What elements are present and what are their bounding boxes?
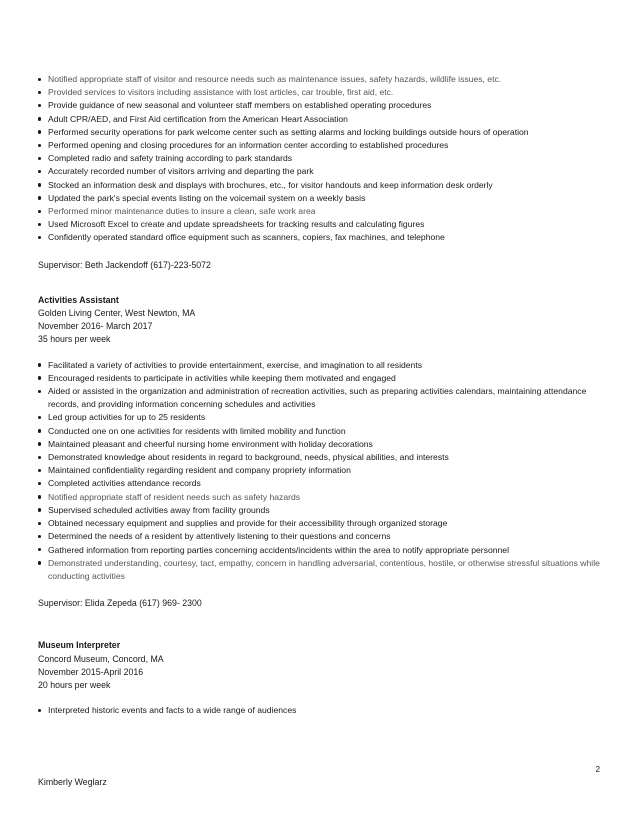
list-item: Gathered information from reporting parties concerning accidents/incidents within the area to notify appropriate personnel <box>38 544 618 557</box>
hours-per-week: 35 hours per week <box>38 334 111 345</box>
resume-page-body <box>38 73 618 717</box>
list-item: Demonstrated knowledge about residents in regard to background, needs, physical abilities, and interests <box>38 451 618 464</box>
list-item: Adult CPR/AED, and First Aid certification from the American Heart Association <box>38 113 618 126</box>
footer-author-name: Kimberly Weglarz <box>38 777 107 787</box>
list-item: Provided services to visitors including assistance with lost articles, car trouble, first aid, etc. <box>38 86 618 99</box>
list-item: Aided or assisted in the organization and administration of recreation activities, such as preparing activities calendars, maintaining attendance records, and providing information concerning schedules and activities <box>38 385 618 411</box>
employment-dates: November 2015-April 2016 <box>38 666 144 677</box>
list-item: Performed opening and closing procedures for an information center according to established procedures <box>38 139 618 152</box>
list-item: Updated the park's special events listing on the voicemail system on a weekly basis <box>38 192 618 205</box>
list-item: Encouraged residents to participate in activities while keeping them motivated and engaged <box>38 372 618 385</box>
job-title-museum-interpreter: Museum Interpreter <box>38 640 121 651</box>
employment-dates: November 2016- March 2017 <box>38 321 153 332</box>
job-duties-list-museum <box>38 704 618 717</box>
list-item: Stocked an information desk and displays with brochures, etc., for visitor handouts and keep information desk orderly <box>38 179 618 192</box>
list-item: Supervised scheduled activities away from facility grounds <box>38 504 618 517</box>
list-item: Facilitated a variety of activities to provide entertainment, exercise, and imagination to all residents <box>38 359 618 372</box>
list-item: Maintained pleasant and cheerful nursing home environment with holiday decorations <box>38 438 618 451</box>
list-item: Used Microsoft Excel to create and update spreadsheets for tracking results and calculating figures <box>38 218 618 231</box>
list-item: Notified appropriate staff of visitor and resource needs such as maintenance issues, safety hazards, wildlife issues, etc. <box>38 73 618 86</box>
list-item: Conducted one on one activities for residents with limited mobility and function <box>38 425 618 438</box>
list-item: Completed radio and safety training according to park standards <box>38 152 618 165</box>
employer-line: Golden Living Center, West Newton, MA <box>38 308 196 319</box>
list-item: Completed activities attendance records <box>38 477 618 490</box>
list-item: Demonstrated understanding, courtesy, tact, empathy, concern in handling adversarial, contentious, hostile, or otherwise stressful situations while conducting activities <box>38 557 618 583</box>
job-title-activities-assistant: Activities Assistant <box>38 294 119 305</box>
list-item: Led group activities for up to 25 residents <box>38 411 618 424</box>
list-item: Provide guidance of new seasonal and volunteer staff members on established operating procedures <box>38 99 618 112</box>
list-item: Notified appropriate staff of resident needs such as safety hazards <box>38 491 618 504</box>
list-item: Obtained necessary equipment and supplies and provide for their accessibility through organized storage <box>38 517 618 530</box>
page-number: 2 <box>595 765 600 774</box>
supervisor-line-park: Supervisor: Beth Jackendoff (617)-223-5072 <box>38 259 211 270</box>
hours-per-week: 20 hours per week <box>38 679 111 690</box>
list-item: Performed security operations for park welcome center such as setting alarms and locking buildings outside hours of operation <box>38 126 618 139</box>
supervisor-line-activities: Supervisor: Elida Zepeda (617) 969- 2300 <box>38 598 202 609</box>
list-item: Interpreted historic events and facts to a wide range of audiences <box>38 704 618 717</box>
job-duties-list-activities <box>38 359 618 583</box>
list-item: Performed minor maintenance duties to insure a clean, safe work area <box>38 205 618 218</box>
list-item: Accurately recorded number of visitors arriving and departing the park <box>38 165 618 178</box>
list-item: Maintained confidentiality regarding resident and company propriety information <box>38 464 618 477</box>
employer-line: Concord Museum, Concord, MA <box>38 653 164 664</box>
list-item: Determined the needs of a resident by attentively listening to their questions and concerns <box>38 530 618 543</box>
list-item: Confidently operated standard office equipment such as scanners, copiers, fax machines, and telephone <box>38 231 618 244</box>
job-duties-list-park <box>38 73 618 245</box>
